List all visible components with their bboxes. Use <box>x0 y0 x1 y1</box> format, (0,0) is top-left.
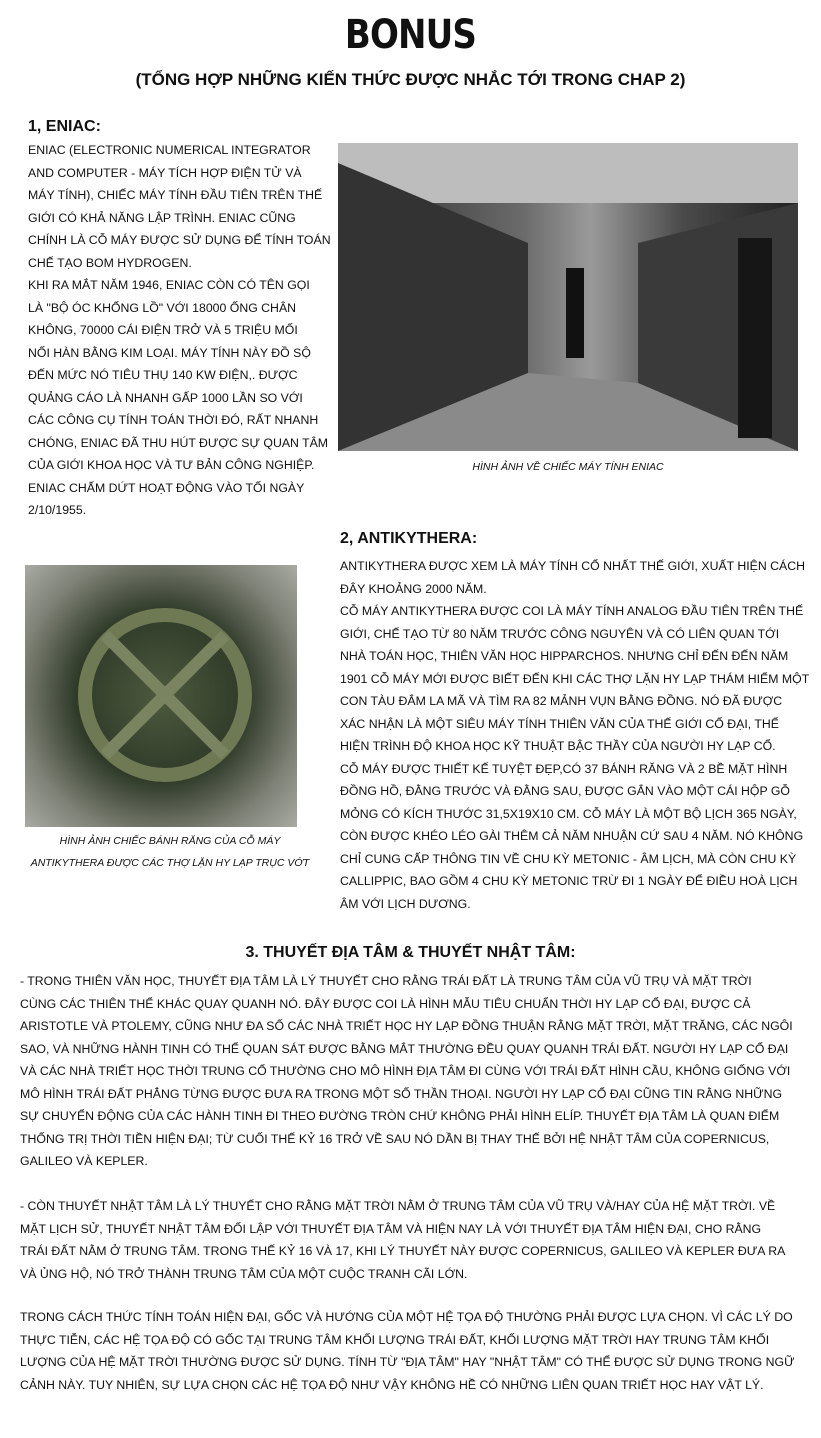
text-line: TRONG CÁCH THỨC TÍNH TOÁN HIỆN ĐẠI, GỐC VÀ HƯỚNG CỦA MỘT HỆ TỌA ĐỘ THƯỜNG PHẢI ĐƯỢC LỰA CHỌN. VÌ CÁC LÝ DO <box>20 1310 793 1324</box>
text-line: CÒN ĐƯỢC KHÉO LÉO GÀI THÊM CẢ NĂM NHUẬN CỨ SAU 4 NĂM. NÓ KHÔNG <box>340 829 804 843</box>
text-line: CHÓNG, ENIAC ĐÃ THU HÚT ĐƯỢC SỰ QUAN TÂM <box>28 435 329 450</box>
text-line: 2/10/1955. <box>28 503 87 517</box>
text-line: ÂM VỚI LỊCH DƯƠNG. <box>340 896 471 911</box>
text-line: SAO, VÀ NHỮNG HÀNH TINH CÓ THỂ QUAN SÁT ĐƯỢC BẰNG MẮT THƯỜNG ĐỀU QUAY QUANH TRÁI ĐẤT. NGƯỜI HY LẠP CỔ ĐẠI <box>20 1041 789 1056</box>
text-line: CẢNH NÀY. TUY NHIÊN, SỰ LỰA CHỌN CÁC HỆ TỌA ĐỘ NHƯ VẬY KHÔNG HỀ CÓ NHỮNG LIÊN QUAN TRIẾT HỌC HAY VẬT LÝ. <box>20 1377 764 1392</box>
coordinate-paragraph <box>20 1306 795 1396</box>
eniac-heading: 1, ENIAC: <box>28 118 101 135</box>
text-line: CỖ MÁY ĐƯỢC THIẾT KẾ TUYỆT ĐẸP,CÓ 37 BÁNH RĂNG VÀ 2 BỀ MẶT HÌNH <box>340 761 788 776</box>
page-title: BONUS <box>344 12 477 58</box>
geocentric-paragraph <box>20 970 793 1173</box>
text-line: GIỚI CÓ KHẢ NĂNG LẬP TRÌNH. ENIAC CŨNG <box>28 210 296 225</box>
text-line: MẶT LỊCH SỬ, THUYẾT NHẬT TÂM ĐỐI LẬP VỚI THUYẾT ĐỊA TÂM VÀ HIỆN NAY LÀ VỚI THUYẾT ĐỊA TÂM HIỆN ĐẠI, CHO RẰNG <box>20 1221 762 1236</box>
antikythera-photo <box>25 565 297 827</box>
text-line: KHI RA MẮT NĂM 1946, ENIAC CÒN CÓ TÊN GỌI <box>28 278 310 292</box>
caption-line: HÌNH ẢNH CHIẾC BÁNH RĂNG CỦA CỖ MÁY <box>59 835 281 847</box>
text-line: CALLIPPIC, BAO GỒM 4 CHU KỲ METONIC TRỪ ĐI 1 NGÀY ĐỂ ĐIỀU HOÀ LỊCH <box>340 874 798 888</box>
antikythera-text <box>340 555 809 915</box>
text-line: VÀ CÁC NHÀ TRIẾT HỌC THỜI TRUNG CỔ THƯỜNG CHO MÔ HÌNH ĐỊA TÂM ĐI CÙNG VỚI TRÁI ĐẤT HÌNH CẦU, KHÔNG GIỐNG VỚI <box>20 1064 791 1078</box>
text-line: 1901 CỖ MÁY MỚI ĐƯỢC BIẾT ĐẾN KHI CÁC THỢ LẶN HY LẠP THÁM HIỂM MỘT <box>340 671 810 686</box>
antikythera-photo-illustration <box>25 565 297 827</box>
antikythera-caption <box>0 830 340 874</box>
text-line: KHÔNG, 70000 CÁI ĐIỆN TRỞ VÀ 5 TRIỆU MỐI <box>28 323 298 337</box>
text-line: ĐỒNG HỒ, ĐẰNG TRƯỚC VÀ ĐẰNG SAU, ĐƯỢC GẮN VÀO MỘT CÁI HỘP GỖ <box>340 784 790 798</box>
text-line: ĐẾN MỨC NÓ TIÊU THỤ 140 KW ĐIỆN,. ĐƯỢC <box>28 368 298 382</box>
text-line: TRÁI ĐẤT NẰM Ở TRUNG TÂM. TRONG THẾ KỶ 16 VÀ 17, KHI LÝ THUYẾT NÀY ĐƯỢC COPERNICUS, GALILEO VÀ KEPLER ĐƯA RA <box>20 1244 786 1258</box>
text-line: ENIAC (ELECTRONIC NUMERICAL INTEGRATOR <box>28 143 311 157</box>
text-line: THỐNG TRỊ THỜI TIỀN HIỆN ĐẠI; TỪ CUỐI THẾ KỶ 16 TRỞ VỀ SAU NÓ DẦN BỊ THAY THẾ BỞI HỆ NHẬT TÂM CỦA COPERNICUS, <box>20 1131 770 1146</box>
text-line: ANTIKYTHERA ĐƯỢC XEM LÀ MÁY TÍNH CỔ NHẤT THẾ GIỚI, XUẤT HIỆN CÁCH <box>340 559 806 573</box>
text-line: CHẾ TẠO BOM HYDROGEN. <box>28 255 192 270</box>
text-line: NỐI HÀN BẰNG KIM LOẠI. MÁY TÍNH NÀY ĐỒ SỘ <box>28 345 311 360</box>
text-line: SỰ CHUYỂN ĐỘNG CỦA CÁC HÀNH TINH ĐI THEO ĐƯỜNG TRÒN CHỨ KHÔNG PHẢI HÌNH ELÍP. THUYẾT ĐỊA TÂM LÀ QUAN ĐIỂM <box>20 1109 780 1123</box>
text-line: XÁC NHẬN LÀ MỘT SIÊU MÁY TÍNH THIÊN VĂN CỦA THẾ GIỚI CỔ ĐẠI, THỂ <box>340 716 779 731</box>
text-line: LƯỢNG CỦA HỆ MẶT TRỜI THƯỜNG ĐƯỢC SỬ DỤNG. TÍNH TỪ "ĐỊA TÂM" HAY "NHẬT TÂM" CÓ THỂ ĐƯỢC SỬ DỤNG TRONG NGỮ <box>20 1355 795 1369</box>
text-line: AND COMPUTER - MÁY TÍCH HỢP ĐIỆN TỬ VÀ <box>28 165 302 180</box>
text-line: CHÍNH LÀ CỖ MÁY ĐƯỢC SỬ DỤNG ĐỂ TÍNH TOÁN <box>28 233 331 247</box>
eniac-text <box>28 139 331 522</box>
text-line: LÀ "BỘ ÓC KHỔNG LỒ" VỚI 18000 ỐNG CHÂN <box>28 300 297 315</box>
text-line: - CÒN THUYẾT NHẬT TÂM LÀ LÝ THUYẾT CHO RẰNG MẶT TRỜI NẰM Ở TRUNG TÂM CỦA VŨ TRỤ VÀ/HAY CỦA HỆ MẶT TRỜI. VỀ <box>20 1199 776 1213</box>
text-line: GIỚI, CHẾ TẠO TỪ 80 NĂM TRƯỚC CÔNG NGUYÊN VÀ CÓ LIÊN QUAN TỚI <box>340 626 780 641</box>
text-line: CỖ MÁY ANTIKYTHERA ĐƯỢC COI LÀ MÁY TÍNH ANALOG ĐẦU TIÊN TRÊN THẾ <box>340 604 804 618</box>
text-line: QUẢNG CÁO LÀ NHANH GẤP 1000 LẦN SO VỚI <box>28 390 303 405</box>
caption-line: ANTIKYTHERA ĐƯỢC CÁC THỢ LẶN HY LẠP TRỤC VỚT <box>30 857 310 869</box>
text-line: HIỆN TRÌNH ĐỘ KHOA HỌC KỸ THUẬT BẬC THẦY CỦA NGƯỜI HY LẠP CỔ. <box>340 739 776 753</box>
text-line: ĐÂY KHOẢNG 2000 NĂM. <box>340 581 487 596</box>
text-line: MỎNG CÓ KÍCH THƯỚC 31,5X19X10 CM. CỖ MÁY LÀ MỘT BỘ LỊCH 365 NGÀY, <box>340 806 797 821</box>
theories-heading: 3. THUYẾT ĐỊA TÂM & THUYẾT NHẬT TÂM: <box>245 944 576 961</box>
page-subtitle: (TỔNG HỢP NHỮNG KIẾN THỨC ĐƯỢC NHẮC TỚI TRONG CHAP 2) <box>135 70 686 89</box>
text-line: THỰC TIỄN, CÁC HỆ TỌA ĐỘ CÓ GỐC TẠI TRUNG TÂM KHỐI LƯỢNG TRÁI ĐẤT, KHỐI LƯỢNG MẶT TRỜI HAY TRUNG TÂM KHỐI <box>20 1332 770 1347</box>
text-line: NHÀ TOÁN HỌC, THIÊN VĂN HỌC HIPPARCHOS. NHƯNG CHỈ ĐẾN ĐẾN NĂM <box>340 649 789 663</box>
text-line: CÁC CÔNG CỤ TÍNH TOÁN THỜI ĐÓ, RẤT NHANH <box>28 413 319 427</box>
text-line: VÀ ỦNG HỘ, NÓ TRỞ THÀNH TRUNG TÂM CỦA MỘT CUỘC TRANH CÃI LỚN. <box>20 1266 468 1281</box>
text-line: GALILEO VÀ KEPLER. <box>20 1154 148 1168</box>
text-line: CÙNG CÁC THIÊN THỂ KHÁC QUAY QUANH NÓ. ĐÂY ĐƯỢC COI LÀ HÌNH MẪU TIÊU CHUẨN THỜI HY LẠP CỔ ĐẠI, ĐƯỢC CẢ <box>20 996 751 1011</box>
text-line: MÁY TÍNH), CHIẾC MÁY TÍNH ĐẦU TIÊN TRÊN THẾ <box>28 188 323 202</box>
antikythera-heading: 2, ANTIKYTHERA: <box>340 530 478 547</box>
eniac-photo-illustration <box>338 143 798 451</box>
text-line: CON TÀU ĐẮM LA MÃ VÀ TÌM RA 82 MẢNH VỤN BẰNG ĐỒNG. NÓ ĐÃ ĐƯỢC <box>340 694 783 708</box>
text-line: ARISTOTLE VÀ PTOLEMY, CŨNG NHƯ ĐA SỐ CÁC NHÀ TRIẾT HỌC HY LẠP ĐỒNG THUẬN RẰNG MẶT TRỜI, MẶT TRĂNG, CÁC NGÔI <box>20 1019 793 1033</box>
text-line: CỦA GIỚI KHOA HỌC VÀ TƯ BẢN CÔNG NGHIỆP. <box>28 458 315 472</box>
heliocentric-paragraph <box>20 1195 785 1285</box>
text-line: ENIAC CHẤM DỨT HOẠT ĐỘNG VÀO TỐI NGÀY <box>28 480 305 495</box>
text-line: MÔ HÌNH TRÁI ĐẤT PHẲNG TỪNG ĐƯỢC ĐƯA RA TRONG MỘT SỐ THẦN THOẠI. NGƯỜI HY LẠP CỔ ĐẠI CŨNG TIN RẰNG NHỮNG <box>20 1086 783 1101</box>
eniac-caption: HÌNH ẢNH VỀ CHIẾC MÁY TÍNH ENIAC <box>472 461 664 473</box>
text-line: - TRONG THIÊN VĂN HỌC, THUYẾT ĐỊA TÂM LÀ LÝ THUYẾT CHO RẰNG TRÁI ĐẤT LÀ TRUNG TÂM CỦA VŨ TRỤ VÀ MẶT TRỜI <box>20 974 752 988</box>
text-line: CHỈ CUNG CẤP THÔNG TIN VỀ CHU KỲ METONIC - ÂM LỊCH, MÀ CÒN CHU KỲ <box>340 851 797 866</box>
eniac-photo <box>338 143 798 451</box>
